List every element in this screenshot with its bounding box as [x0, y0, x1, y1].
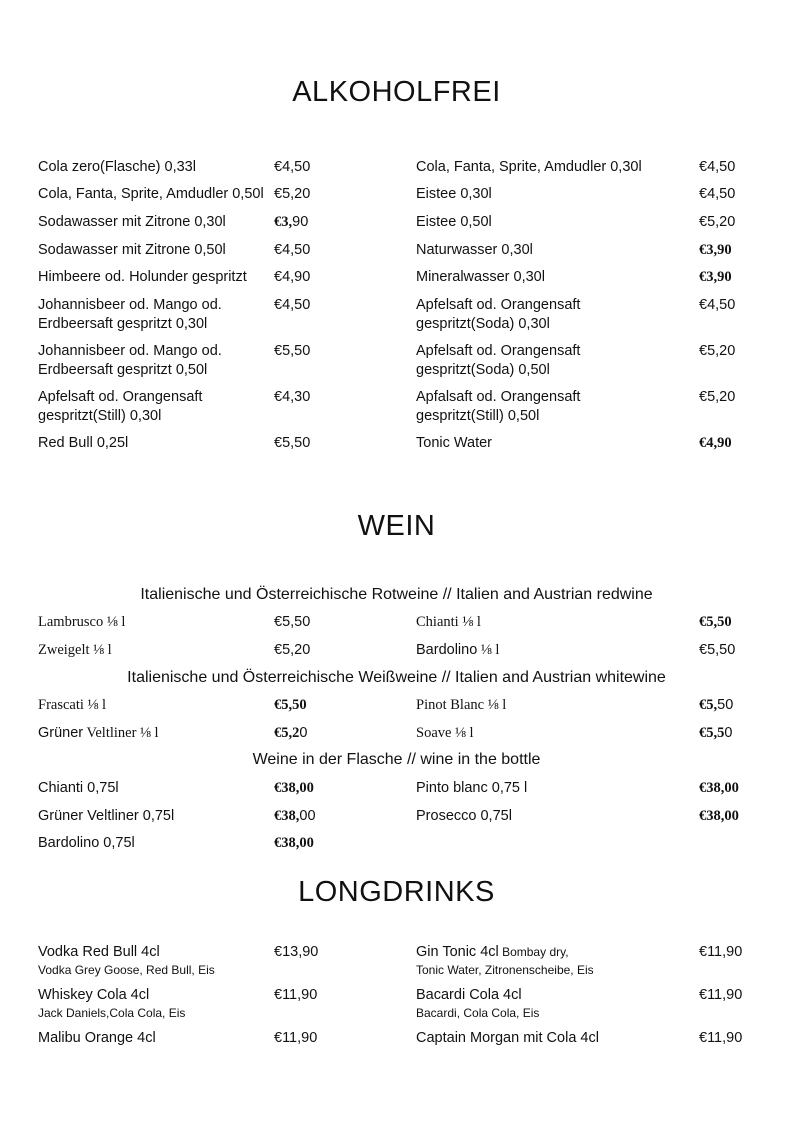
item-price: €38,00	[699, 808, 739, 824]
item-price: €5,20	[699, 214, 736, 230]
item-name: Sodawasser mit Zitrone 0,30l	[38, 214, 226, 230]
price-rest-part: 50	[717, 697, 734, 713]
item-price: €5,50	[699, 642, 736, 658]
item-name: Apfalsaft od. Orangensaft	[416, 389, 581, 405]
item-name: Frascati ⅛ l	[38, 697, 107, 713]
price-bold-part: €5,5	[699, 725, 725, 741]
item-description: Jack Daniels,Cola Cola, Eis	[38, 1006, 186, 1020]
item-name-line2: gespritzt(Soda) 0,50l	[416, 362, 550, 378]
item-name-part: ⅛ l	[477, 642, 500, 658]
item-name: Vodka Red Bull 4cl	[38, 944, 160, 960]
item-name: Bardolino 0,75l	[38, 835, 135, 851]
item-name: Lambrusco ⅛ l	[38, 614, 126, 630]
item-price: €11,90	[274, 987, 318, 1003]
item-description: Tonic Water, Zitronenscheibe, Eis	[416, 963, 594, 977]
item-name: Chianti ⅛ l	[416, 614, 481, 630]
item-price: €11,90	[699, 944, 743, 960]
section-title-longdrinks: LONGDRINKS	[298, 876, 495, 908]
item-name-part: Grüner	[38, 725, 84, 741]
item-name: Pinot Blanc ⅛ l	[416, 697, 507, 713]
item-price: €13,90	[274, 944, 319, 960]
item-price: €11,90	[274, 1030, 318, 1046]
item-price	[699, 724, 732, 742]
item-price: €4,50	[274, 297, 311, 313]
item-name: Zweigelt ⅛ l	[38, 642, 112, 658]
item-price: €5,20	[699, 343, 736, 359]
item-price: €5,50	[274, 697, 307, 713]
item-name: Apfelsaft od. Orangensaft	[416, 343, 581, 359]
section-title-wein: WEIN	[357, 510, 436, 542]
item-description: Vodka Grey Goose, Red Bull, Eis	[38, 963, 215, 977]
item-name-part: Bardolino	[416, 642, 478, 658]
item-name-line2: gespritzt(Still) 0,30l	[38, 408, 162, 424]
item-name-line2: Erdbeersaft gespritzt 0,50l	[38, 362, 208, 378]
item-price: €11,90	[699, 987, 743, 1003]
item-name: Whiskey Cola 4cl	[38, 987, 150, 1003]
item-price: €4,50	[699, 297, 736, 313]
item-price	[274, 724, 307, 742]
item-name: Johannisbeer od. Mango od.	[38, 343, 222, 359]
item-price: €4,50	[699, 159, 736, 175]
price-rest-part: 0	[724, 725, 733, 741]
item-price: €4,90	[699, 435, 732, 451]
price-rest-part: 90	[292, 214, 309, 230]
item-price: €4,50	[274, 159, 311, 175]
item-name: Prosecco 0,75l	[416, 808, 512, 824]
price-bold-part: €5,	[699, 697, 718, 713]
item-name: Johannisbeer od. Mango od.	[38, 297, 222, 313]
item-name: Tonic Water	[416, 435, 493, 451]
item-name	[416, 943, 569, 961]
item-name-part: Bombay dry,	[498, 945, 569, 959]
item-name	[416, 641, 499, 659]
price-rest-part: 0	[299, 725, 308, 741]
item-price: €5,20	[274, 186, 311, 202]
item-name: Eistee 0,50l	[416, 214, 492, 230]
item-name: Red Bull 0,25l	[38, 435, 129, 451]
subheading-flasche: Weine in der Flasche // wine in the bottle	[252, 751, 541, 768]
item-name: Cola zero(Flasche) 0,33l	[38, 159, 196, 175]
item-description: Bacardi, Cola Cola, Eis	[416, 1006, 540, 1020]
item-name	[38, 724, 159, 742]
subheading-weissweine: Italienische und Österreichische Weißweine // Italien and Austrian whitewine	[127, 669, 666, 686]
item-name: Cola, Fanta, Sprite, Amdudler 0,30l	[416, 159, 642, 175]
item-name: Mineralwasser 0,30l	[416, 269, 545, 285]
item-price: €38,00	[274, 835, 314, 851]
item-name: Apfelsaft od. Orangensaft	[38, 389, 203, 405]
item-price: €4,50	[274, 242, 311, 258]
item-name: Sodawasser mit Zitrone 0,50l	[38, 242, 226, 258]
item-name-line2: Erdbeersaft gespritzt 0,30l	[38, 316, 208, 332]
item-name: Bacardi Cola 4cl	[416, 987, 522, 1003]
item-price	[699, 696, 733, 714]
item-name: Malibu Orange 4cl	[38, 1030, 156, 1046]
price-rest-part: 00	[299, 808, 316, 824]
price-bold-part: €3,	[274, 214, 293, 230]
item-name: Cola, Fanta, Sprite, Amdudler 0,50l	[38, 186, 264, 202]
item-name: Apfelsaft od. Orangensaft	[416, 297, 581, 313]
item-price	[274, 807, 316, 825]
item-price: €5,50	[274, 614, 311, 630]
item-price: €3,90	[699, 269, 732, 285]
item-name: Chianti 0,75l	[38, 780, 119, 796]
subheading-rotweine: Italienische und Österreichische Rotweine // Italien and Austrian redwine	[140, 586, 653, 603]
item-price: €5,20	[274, 642, 311, 658]
item-price: €4,30	[274, 389, 311, 405]
item-name-line2: gespritzt(Still) 0,50l	[416, 408, 540, 424]
price-bold-part: €38,	[274, 808, 300, 824]
item-name: Eistee 0,30l	[416, 186, 492, 202]
item-name: Soave ⅛ l	[416, 725, 474, 741]
item-price: €11,90	[699, 1030, 743, 1046]
item-name: Naturwasser 0,30l	[416, 242, 533, 258]
item-price: €5,20	[699, 389, 736, 405]
item-price	[274, 213, 308, 231]
item-name: Grüner Veltliner 0,75l	[38, 808, 175, 824]
item-price: €38,00	[699, 780, 739, 796]
price-bold-part: €5,2	[274, 725, 300, 741]
item-price: €5,50	[274, 343, 311, 359]
item-price: €4,50	[699, 186, 736, 202]
item-name: Captain Morgan mit Cola 4cl	[416, 1030, 599, 1046]
item-name-part: Gin Tonic 4cl	[416, 944, 499, 960]
item-price: €5,50	[699, 614, 732, 630]
item-price: €38,00	[274, 780, 314, 796]
item-name: Pinto blanc 0,75 l	[416, 780, 528, 796]
item-price: €4,90	[274, 269, 311, 285]
item-name-line2: gespritzt(Soda) 0,30l	[416, 316, 550, 332]
item-name-part: Veltliner ⅛ l	[83, 725, 159, 741]
item-price: €3,90	[699, 242, 732, 258]
item-price: €5,50	[274, 435, 311, 451]
section-title-alkoholfrei: ALKOHOLFREI	[292, 76, 501, 108]
item-name: Himbeere od. Holunder gespritzt	[38, 269, 247, 285]
